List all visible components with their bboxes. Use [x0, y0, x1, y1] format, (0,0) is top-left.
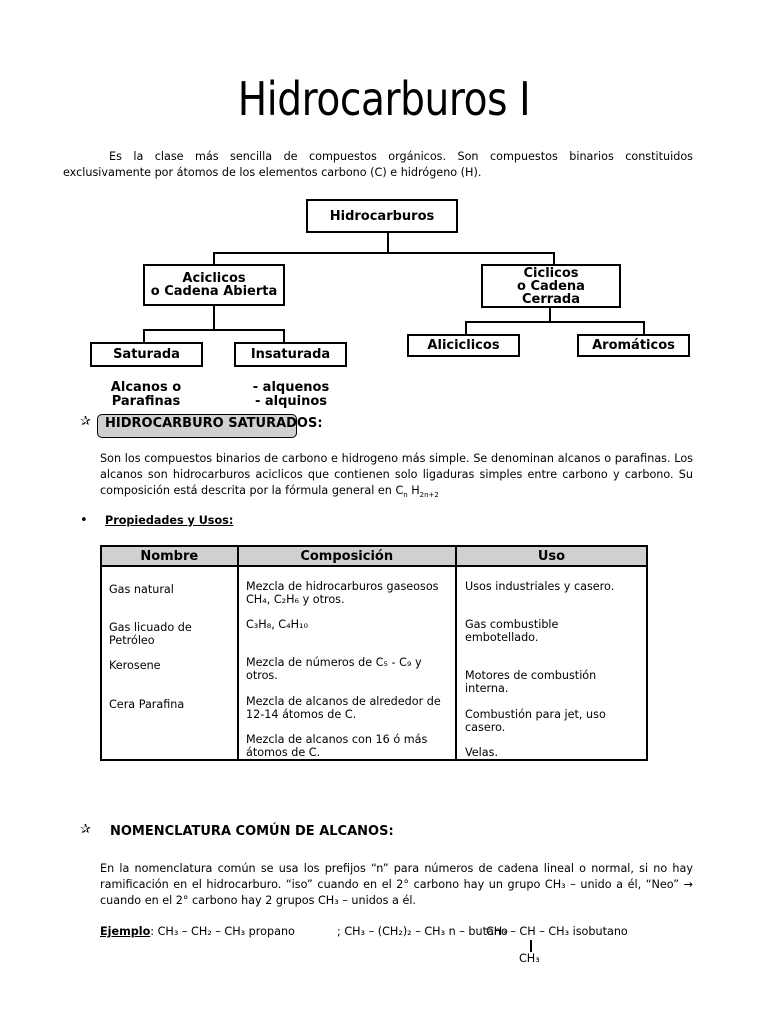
node-hidrocarburos — [306, 199, 458, 233]
node-aciclicos-label: Aciclicos — [182, 271, 246, 286]
example-line — [100, 925, 295, 938]
node-ciclicos — [481, 264, 621, 308]
leaf-alquenos-alquinos — [236, 381, 346, 409]
star-icon: ✰ — [80, 414, 91, 429]
leaf-alcanos-line1: Alcanos o — [110, 380, 182, 395]
connector — [143, 329, 145, 343]
intro-paragraph: Es la clase más sencilla de compuestos orgánicos. Son compuestos binarios constituidos exclusivamente por átomos de los elementos carbono (C) e hidrógeno (H). — [63, 150, 693, 179]
connector — [143, 329, 285, 331]
node-insaturada-label: Insaturada — [250, 347, 331, 362]
connector — [643, 321, 645, 335]
col-header-uso: Uso — [456, 546, 647, 566]
name-cell: Kerosene — [109, 659, 161, 672]
name-cell: Cera Parafina — [109, 698, 185, 711]
use-cell: Usos industriales y casero. — [465, 580, 615, 593]
use-cell: Motores de combustión interna. — [465, 669, 597, 695]
composition-cell: C₃H₈, C₄H₁₀ — [246, 618, 308, 631]
saturados-paragraph — [100, 451, 693, 503]
leaf-alcanos-line2: Parafinas — [111, 394, 181, 409]
example-butano: ; CH₃ – (CH₂)₂ – CH₃ n – butano — [337, 925, 508, 938]
propiedades-subheading: Propiedades y Usos: — [105, 514, 234, 527]
composition-cell: Mezcla de números de C₅ - C₉ y otros. — [246, 656, 422, 682]
section-saturados-title: HIDROCARBURO SATURADOS: — [105, 416, 323, 431]
connector — [213, 252, 555, 254]
node-insaturada — [234, 342, 347, 367]
col-header-composicion: Composición — [238, 546, 456, 566]
node-saturada — [90, 342, 203, 367]
node-aliciclicos — [407, 334, 520, 357]
leaf-alcanos — [96, 381, 196, 409]
table-header-row — [101, 546, 647, 566]
node-hidrocarburos-label: Hidrocarburos — [329, 208, 435, 224]
node-ciclicos-sublabel: o Cadena — [517, 278, 585, 294]
connector — [549, 308, 551, 322]
node-aromaticos-label: Aromáticos — [592, 338, 675, 353]
page-title: Hidrocarburos I — [237, 72, 531, 126]
node-aciclicos — [143, 264, 285, 306]
connector — [283, 329, 285, 343]
formula-sub: 2n+2 — [419, 491, 439, 500]
use-cell: Gas combustible embotellado. — [465, 618, 559, 644]
example-isobutano: CH₃ – CH – CH₃ isobutano — [486, 925, 628, 938]
name-cell: Gas natural — [109, 583, 174, 596]
saturados-text: Son los compuestos binarios de carbono e hidrogeno más simple. Se denominan alcanos o parafinas. Los alcanos son hidrocarburos aciclicos que contienen solo ligaduras simples entre carbono y carbono. Su composición está descrita por la fórmula general en — [100, 452, 693, 497]
formula-c: C — [395, 484, 404, 497]
node-aciclicos-sublabel: o Cadena Abierta — [150, 284, 278, 299]
branch-bond — [530, 940, 532, 952]
node-ciclicos-label: Ciclicos — [523, 265, 579, 281]
general-formula — [395, 484, 439, 500]
connector — [465, 321, 467, 335]
name-cell: Gas licuado de Petróleo — [109, 621, 192, 647]
formula-h: H — [411, 484, 420, 497]
use-cell: Combustión para jet, uso casero. — [465, 708, 606, 734]
node-ciclicos-sublabel2: Cerrada — [521, 291, 581, 307]
use-cell: Velas. — [465, 746, 499, 759]
example-propano: : CH₃ – CH₂ – CH₃ propano — [150, 925, 295, 938]
col-header-nombre: Nombre — [101, 546, 238, 566]
node-saturada-label: Saturada — [113, 347, 180, 362]
composition-cell: Mezcla de hidrocarburos gaseosos CH₄, C₂H₆ y otros. — [246, 580, 439, 606]
nomenclatura-paragraph: En la nomenclatura común se usa los prefijos “n” para números de cadena lineal o normal, si no hay ramificación en el hidrocarburo. “iso” cuando en el 2° carbono hay un grupo CH₃ – unido a él, “Neo” → cuando en el 2° carbono hay 2 grupos CH₃ – unidos a él. — [100, 862, 693, 907]
composition-cell: Mezcla de alcanos con 16 ó más átomos de C. — [246, 733, 428, 759]
node-aliciclicos-label: Aliciclicos — [427, 338, 500, 353]
connector — [465, 321, 645, 323]
connector — [387, 233, 389, 253]
leaf-alquenos: - alquenos — [252, 380, 330, 395]
connector — [213, 306, 215, 330]
example-branch-ch3: CH₃ — [519, 952, 540, 965]
leaf-alquinos: - alquinos — [254, 394, 328, 409]
star-icon: ✰ — [80, 822, 91, 837]
node-aromaticos — [577, 334, 690, 357]
section-nomenclatura-title: NOMENCLATURA COMÚN DE ALCANOS: — [110, 824, 394, 839]
bullet-icon: • — [80, 513, 88, 528]
formula-n: n — [403, 491, 408, 500]
example-label: Ejemplo — [100, 925, 151, 938]
composition-cell: Mezcla de alcanos de alrededor de 12-14 átomos de C. — [246, 695, 441, 721]
